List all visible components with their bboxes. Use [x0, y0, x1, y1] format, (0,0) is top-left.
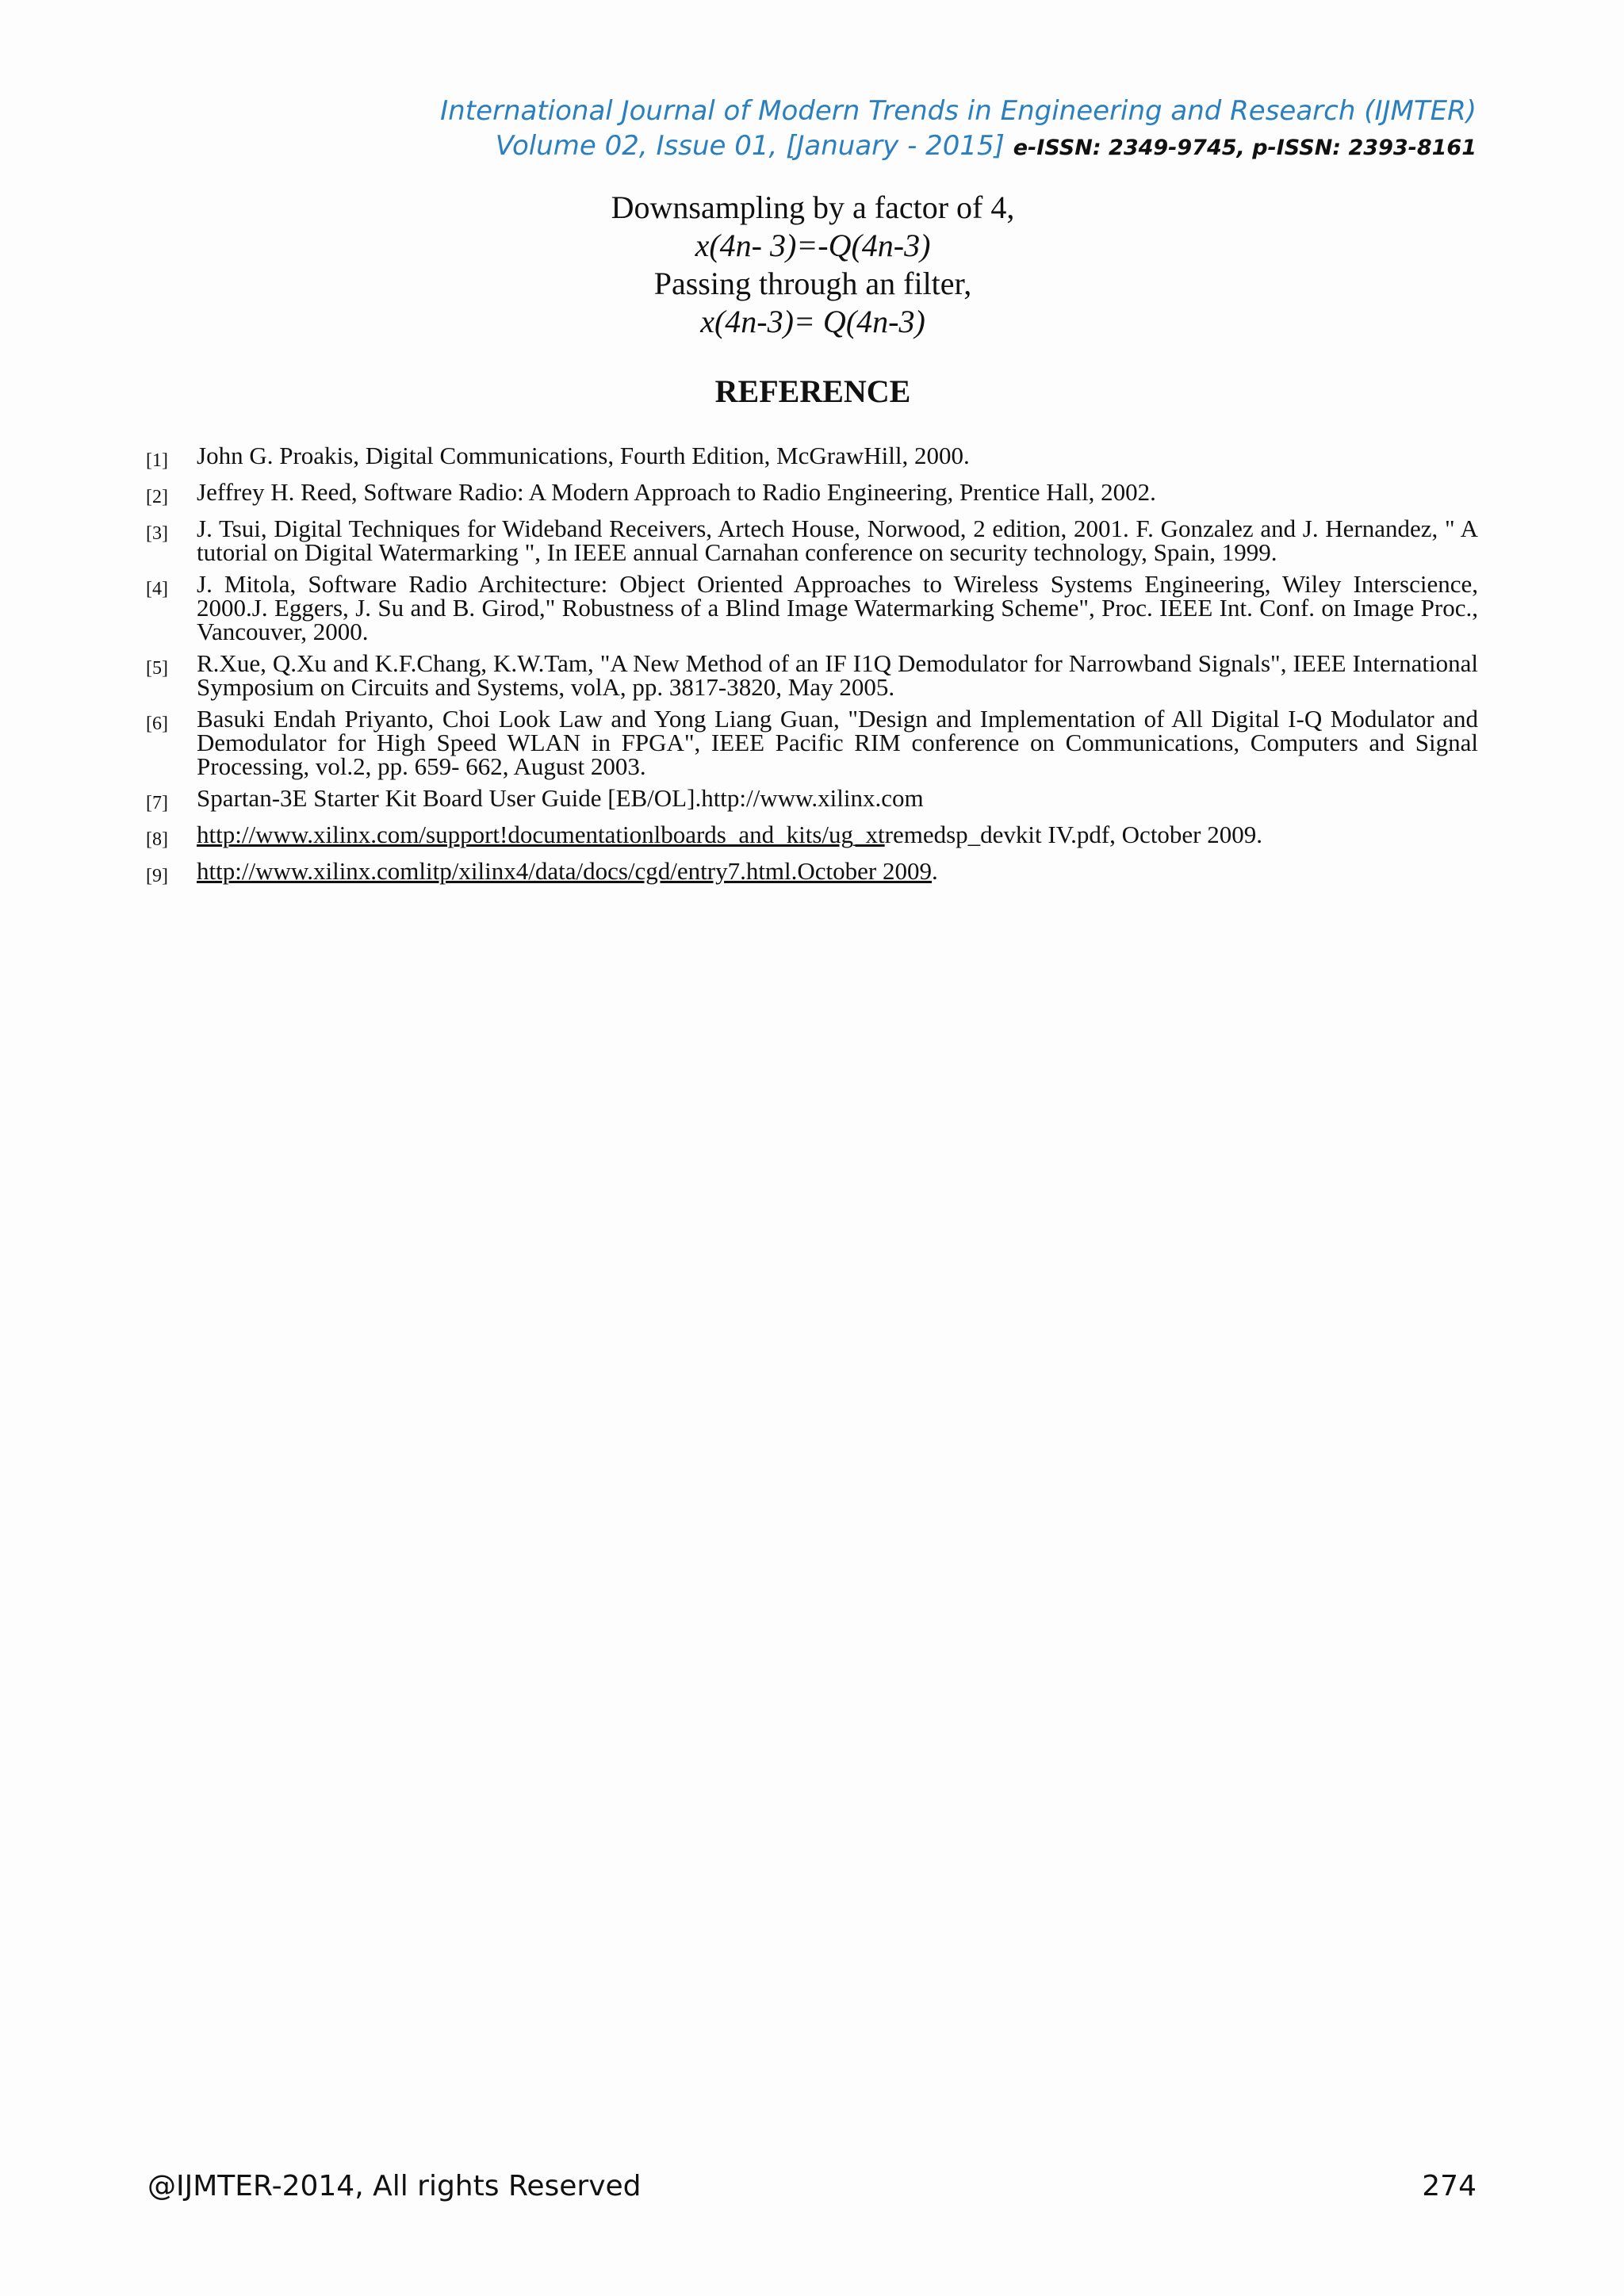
journal-issn: e-ISSN: 2349-9745, p-ISSN: 2393-8161	[1013, 136, 1477, 160]
reference-item	[146, 859, 1478, 888]
reference-text: Jeffrey H. Reed, Software Radio: A Modern Approach to Radio Engineering, Prentice Hall, 2002.	[197, 478, 1156, 506]
reference-item	[146, 823, 1478, 851]
reference-link[interactable]: http://www.xilinx.comlitp/xilinx4/data/docs/cgd/entry7.html.October 2009	[197, 857, 933, 885]
journal-header	[440, 94, 1477, 166]
reference-number: [7]	[146, 793, 168, 813]
formula-caption-2: Passing through an filter,	[653, 266, 972, 301]
reference-number: [1]	[146, 450, 168, 471]
reference-item	[146, 649, 1478, 701]
reference-text: Basuki Endah Priyanto, Choi Look Law and Yong Liang Guan, "Design and Implementation of All Digital I-Q Modulator and Demodulator for High Speed WLAN in FPGA", IEEE Pacific RIM conference on Communications, Computers and Signal Processing, vol.2, pp. 659- 662, August 2003.	[197, 705, 1478, 780]
reference-link-suffix: .	[932, 857, 938, 885]
reference-text	[197, 859, 1478, 883]
reference-number: [5]	[146, 658, 168, 679]
references-heading: REFERENCE	[714, 373, 911, 409]
reference-number: [6]	[146, 714, 168, 734]
reference-link[interactable]: http://www.xilinx.com/support!documentationlboards_and_kits/ug_xt	[197, 821, 885, 848]
reference-text: J. Tsui, Digital Techniques for Wideband Receivers, Artech House, Norwood, 2 edition, 2001. F. Gonzalez and J. Hernandez, " A tutorial on Digital Watermarking ", In IEEE annual Carnahan conference on security technology, Spain, 1999.	[197, 515, 1478, 566]
reference-text: John G. Proakis, Digital Communications, Fourth Edition, McGrawHill, 2000.	[197, 442, 970, 469]
reference-item	[146, 480, 1478, 509]
reference-item	[146, 572, 1478, 644]
reference-item	[146, 517, 1478, 564]
reference-item	[146, 707, 1478, 779]
reference-item	[146, 444, 1478, 473]
reference-text	[197, 823, 1478, 847]
reference-text: Spartan-3E Starter Kit Board User Guide [EB/OL].http://www.xilinx.com	[197, 784, 924, 812]
reference-text: R.Xue, Q.Xu and K.F.Chang, K.W.Tam, "A New Method of an IF I1Q Demodulator for Narrowband Signals", IEEE International Symposium on Circuits and Systems, volA, pp. 3817-3820, May 2005.	[197, 649, 1478, 701]
reference-number: [2]	[146, 487, 168, 507]
reference-link-suffix: remedsp_devkit IV.pdf, October 2009.	[884, 821, 1263, 848]
footer-copyright: @IJMTER-2014, All rights Reserved	[147, 2170, 642, 2202]
journal-volume-line	[440, 128, 1477, 166]
footer-page-number: 274	[1422, 2170, 1477, 2202]
formula-equation-2: x(4n-3)= Q(4n-3)	[700, 304, 925, 339]
formula-equation-1: x(4n- 3)=-Q(4n-3)	[695, 228, 931, 263]
formula-caption-1: Downsampling by a factor of 4,	[611, 189, 1015, 225]
reference-text: J. Mitola, Software Radio Architecture: Object Oriented Approaches to Wireless Systems Engineering, Wiley Interscience, 2000.J. Eggers, J. Su and B. Girod," Robustness of a Blind Image Watermarking Scheme", Proc. IEEE Int. Conf. on Image Proc., Vancouver, 2000.	[197, 570, 1478, 645]
reference-number: [9]	[146, 866, 168, 886]
references-list	[146, 444, 1478, 896]
reference-number: [3]	[146, 523, 168, 544]
reference-number: [4]	[146, 579, 168, 599]
reference-number: [8]	[146, 829, 168, 850]
reference-item	[146, 786, 1478, 815]
journal-volume: Volume 02, Issue 01, [January - 2015]	[495, 130, 1005, 162]
journal-title: International Journal of Modern Trends in Engineering and Research (IJMTER)	[440, 95, 1477, 127]
